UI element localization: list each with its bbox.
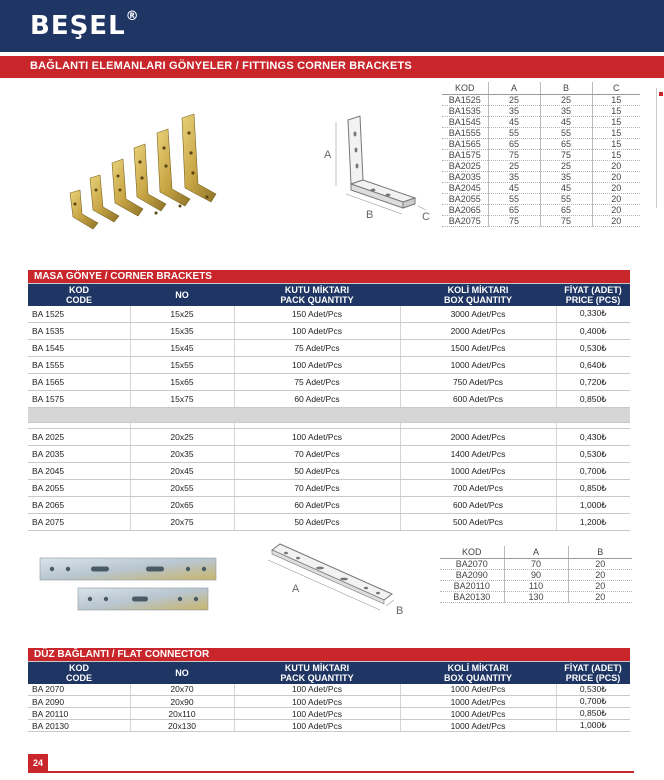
table-cell: 20x130	[130, 720, 234, 732]
table-cell: BA2055	[442, 193, 488, 204]
table-cell: 70	[504, 558, 568, 569]
table-cell: BA2090	[440, 569, 504, 580]
dimension-table-header: KOD A B C	[442, 82, 640, 94]
corner-brackets-price-table	[28, 270, 630, 531]
table-cell: 0,720₺	[556, 374, 630, 391]
dimension-row	[442, 215, 640, 226]
table-cell: BA20130	[440, 591, 504, 602]
separator-row	[28, 408, 630, 423]
table-cell: 50 Adet/Pcs	[234, 463, 400, 480]
table-cell: BA 2035	[28, 446, 130, 463]
table-cell: BA 1565	[28, 374, 130, 391]
table-cell: 45	[488, 116, 540, 127]
flat-connectors-photo	[36, 556, 228, 618]
column-header: KOD CODE	[28, 661, 130, 684]
table-cell: 75	[540, 215, 592, 226]
table-cell: 35	[488, 105, 540, 116]
table-cell: 0,530₺	[556, 446, 630, 463]
table-row	[28, 323, 630, 340]
table-cell: 0,530₺	[556, 340, 630, 357]
table-cell: 20	[568, 569, 632, 580]
table-cell: 0,700₺	[556, 463, 630, 480]
table-cell: 20	[592, 215, 640, 226]
table-cell: 1500 Adet/Pcs	[400, 340, 556, 357]
dimension-row	[442, 182, 640, 193]
dimension-row	[442, 116, 640, 127]
table-cell: BA2065	[442, 204, 488, 215]
table-cell: 50 Adet/Pcs	[234, 514, 400, 531]
table-cell: 100 Adet/Pcs	[234, 684, 400, 696]
table-cell: BA1545	[442, 116, 488, 127]
table-cell: 0,850₺	[556, 480, 630, 497]
flat-connector-dimension-diagram	[262, 540, 412, 620]
table-cell: BA2035	[442, 171, 488, 182]
table-cell: 20	[592, 160, 640, 171]
table-cell: 25	[540, 94, 592, 105]
table-cell: 100 Adet/Pcs	[234, 720, 400, 732]
dimension-row	[442, 193, 640, 204]
table-cell: 130	[504, 591, 568, 602]
empty-cell	[400, 408, 556, 423]
table-cell: 15x55	[130, 357, 234, 374]
table-cell: 20	[592, 204, 640, 215]
table-row	[28, 357, 630, 374]
table-cell: BA2070	[440, 558, 504, 569]
table-cell: 45	[540, 116, 592, 127]
dimension-row	[442, 171, 640, 182]
table-cell: 45	[540, 182, 592, 193]
table-cell: 25	[488, 94, 540, 105]
page-number: 24	[28, 754, 48, 772]
table-cell: 20x35	[130, 446, 234, 463]
table-cell: BA2075	[442, 215, 488, 226]
dimension-row	[442, 138, 640, 149]
dimension-row	[442, 105, 640, 116]
table-cell: 2000 Adet/Pcs	[400, 429, 556, 446]
table-cell: 20x90	[130, 696, 234, 708]
table-cell: 55	[540, 193, 592, 204]
table-cell: 65	[488, 138, 540, 149]
table-cell: 0,640₺	[556, 357, 630, 374]
table-header-row	[28, 283, 630, 306]
dimension-table-2-header: KOD A B	[440, 546, 632, 558]
table-cell: 75	[540, 149, 592, 160]
table-cell: 45	[488, 182, 540, 193]
footer-rule	[28, 771, 634, 773]
table-row	[28, 306, 630, 323]
table-cell: 20x75	[130, 514, 234, 531]
diagram-2-label-a: A	[292, 583, 300, 595]
column-header: KOLİ MİKTARI BOX QUANTITY	[400, 283, 556, 306]
table-cell: BA2025	[442, 160, 488, 171]
table-row	[28, 514, 630, 531]
table-cell: 20x65	[130, 497, 234, 514]
table-cell: 1000 Adet/Pcs	[400, 463, 556, 480]
corner-bracket-dimension-table	[442, 82, 640, 227]
table-cell: 20x25	[130, 429, 234, 446]
table-cell: 15x25	[130, 306, 234, 323]
section-title-bar	[0, 56, 664, 78]
table-cell: BA1525	[442, 94, 488, 105]
dimension-row	[440, 569, 632, 580]
empty-cell	[556, 408, 630, 423]
table-cell: BA 2055	[28, 480, 130, 497]
dimension-row	[442, 149, 640, 160]
table-cell: 90	[504, 569, 568, 580]
table-cell: 20	[592, 193, 640, 204]
table-cell: 25	[488, 160, 540, 171]
table-row	[28, 374, 630, 391]
table-cell: 55	[488, 127, 540, 138]
column-header: KOLİ MİKTARI BOX QUANTITY	[400, 661, 556, 684]
table-cell: 20x55	[130, 480, 234, 497]
table-cell: 110	[504, 580, 568, 591]
table-row	[28, 684, 630, 696]
section-title: BAĞLANTI ELEMANLARI GÖNYELER / FITTINGS CORNER BRACKETS	[30, 60, 412, 72]
corner-brackets-photo	[62, 108, 232, 243]
table-row	[28, 696, 630, 708]
dimension-row	[440, 591, 632, 602]
table-cell: 15x35	[130, 323, 234, 340]
flat-connector-dimension-table	[440, 546, 632, 603]
table-cell: 700 Adet/Pcs	[400, 480, 556, 497]
table-cell: 1400 Adet/Pcs	[400, 446, 556, 463]
table-cell: 25	[540, 160, 592, 171]
table-cell: 20	[592, 182, 640, 193]
table-cell: 1000 Adet/Pcs	[400, 684, 556, 696]
table-cell: BA 1525	[28, 306, 130, 323]
table-cell: 100 Adet/Pcs	[234, 696, 400, 708]
diagram-label-b: B	[366, 209, 374, 221]
table-cell: 70 Adet/Pcs	[234, 446, 400, 463]
table-cell: 15	[592, 127, 640, 138]
table-cell: 75 Adet/Pcs	[234, 340, 400, 357]
table-cell: 15	[592, 138, 640, 149]
table-cell: BA 2065	[28, 497, 130, 514]
page-edge-marker	[656, 88, 664, 208]
column-header: NO	[130, 283, 234, 306]
corner-table-title: MASA GÖNYE / CORNER BRACKETS	[28, 270, 630, 283]
table-header-row	[28, 661, 630, 684]
column-header: KOD CODE	[28, 283, 130, 306]
table-cell: 1,200₺	[556, 514, 630, 531]
table-cell: BA20110	[440, 580, 504, 591]
empty-cell	[234, 408, 400, 423]
table-cell: 1,000₺	[556, 720, 630, 732]
table-cell: BA1565	[442, 138, 488, 149]
table-cell: 60 Adet/Pcs	[234, 391, 400, 408]
table-row	[28, 708, 630, 720]
table-cell: 1000 Adet/Pcs	[400, 696, 556, 708]
table-cell: 0,850₺	[556, 708, 630, 720]
table-cell: BA 20110	[28, 708, 130, 720]
table-cell: BA2045	[442, 182, 488, 193]
table-cell: 0,850₺	[556, 391, 630, 408]
table-cell: 1,000₺	[556, 497, 630, 514]
page-header	[0, 0, 664, 52]
table-cell: 1000 Adet/Pcs	[400, 720, 556, 732]
table-cell: 1000 Adet/Pcs	[400, 708, 556, 720]
flat-connector-price-table	[28, 648, 630, 732]
column-header: KUTU MİKTARI PACK QUANTITY	[234, 661, 400, 684]
table-cell: BA1535	[442, 105, 488, 116]
brand-logo: BEŞEL®	[30, 9, 140, 41]
table-cell: 20	[592, 171, 640, 182]
flat-table-title: DÜZ BAĞLANTI / FLAT CONNECTOR	[28, 648, 630, 661]
table-cell: 65	[488, 204, 540, 215]
table-cell: 55	[488, 193, 540, 204]
table-cell: 100 Adet/Pcs	[234, 708, 400, 720]
table-cell: 60 Adet/Pcs	[234, 497, 400, 514]
table-cell: 65	[540, 204, 592, 215]
table-cell: 20	[568, 558, 632, 569]
table-cell: 35	[488, 171, 540, 182]
dimension-row	[442, 94, 640, 105]
table-cell: BA 1535	[28, 323, 130, 340]
table-cell: 35	[540, 105, 592, 116]
table-row	[28, 446, 630, 463]
table-cell: 0,530₺	[556, 684, 630, 696]
table-cell: 750 Adet/Pcs	[400, 374, 556, 391]
table-cell: BA1555	[442, 127, 488, 138]
table-cell: 100 Adet/Pcs	[234, 323, 400, 340]
table-cell: BA 1575	[28, 391, 130, 408]
table-cell: 15x45	[130, 340, 234, 357]
table-row	[28, 463, 630, 480]
column-header: KUTU MİKTARI PACK QUANTITY	[234, 283, 400, 306]
table-cell: 15	[592, 105, 640, 116]
dimension-row	[440, 558, 632, 569]
table-cell: 100 Adet/Pcs	[234, 357, 400, 374]
table-cell: 35	[540, 171, 592, 182]
diagram-label-a: A	[324, 149, 332, 161]
table-cell: 55	[540, 127, 592, 138]
table-cell: 15	[592, 116, 640, 127]
diagram-2-label-b: B	[396, 605, 404, 617]
table-cell: 150 Adet/Pcs	[234, 306, 400, 323]
table-cell: BA 1545	[28, 340, 130, 357]
corner-bracket-dimension-diagram	[318, 112, 436, 230]
table-cell: 15	[592, 149, 640, 160]
column-header: FİYAT (ADET) PRICE (PCS)	[556, 283, 630, 306]
table-cell: 20x110	[130, 708, 234, 720]
table-cell: 500 Adet/Pcs	[400, 514, 556, 531]
table-cell: BA 2075	[28, 514, 130, 531]
table-row	[28, 480, 630, 497]
table-cell: 20	[568, 580, 632, 591]
table-cell: 0,700₺	[556, 696, 630, 708]
dimension-row	[442, 160, 640, 171]
table-cell: 0,400₺	[556, 323, 630, 340]
table-cell: 1000 Adet/Pcs	[400, 357, 556, 374]
table-cell: BA 2070	[28, 684, 130, 696]
table-row	[28, 429, 630, 446]
table-cell: BA 1555	[28, 357, 130, 374]
table-cell: 2000 Adet/Pcs	[400, 323, 556, 340]
table-cell: 3000 Adet/Pcs	[400, 306, 556, 323]
table-cell: BA 2090	[28, 696, 130, 708]
table-cell: 75	[488, 215, 540, 226]
table-cell: 600 Adet/Pcs	[400, 497, 556, 514]
table-cell: 15x65	[130, 374, 234, 391]
table-cell: 75	[488, 149, 540, 160]
dimension-row	[442, 127, 640, 138]
table-cell: 20x45	[130, 463, 234, 480]
table-row	[28, 340, 630, 357]
column-header: FİYAT (ADET) PRICE (PCS)	[556, 661, 630, 684]
column-header: NO	[130, 661, 234, 684]
table-cell: 0,430₺	[556, 429, 630, 446]
table-cell: 100 Adet/Pcs	[234, 429, 400, 446]
table-cell: BA1575	[442, 149, 488, 160]
table-cell: 0,330₺	[556, 306, 630, 323]
table-cell: BA 2045	[28, 463, 130, 480]
table-cell: 600 Adet/Pcs	[400, 391, 556, 408]
table-row	[28, 391, 630, 408]
table-row	[28, 497, 630, 514]
empty-cell	[130, 408, 234, 423]
dimension-row	[440, 580, 632, 591]
diagram-label-c: C	[422, 211, 430, 223]
table-cell: 20x70	[130, 684, 234, 696]
table-cell: 15	[592, 94, 640, 105]
table-cell: 70 Adet/Pcs	[234, 480, 400, 497]
table-row	[28, 720, 630, 732]
table-cell: 20	[568, 591, 632, 602]
table-cell: BA 20130	[28, 720, 130, 732]
table-cell: 15x75	[130, 391, 234, 408]
empty-cell	[28, 408, 130, 423]
table-cell: 65	[540, 138, 592, 149]
dimension-row	[442, 204, 640, 215]
table-cell: BA 2025	[28, 429, 130, 446]
table-cell: 75 Adet/Pcs	[234, 374, 400, 391]
